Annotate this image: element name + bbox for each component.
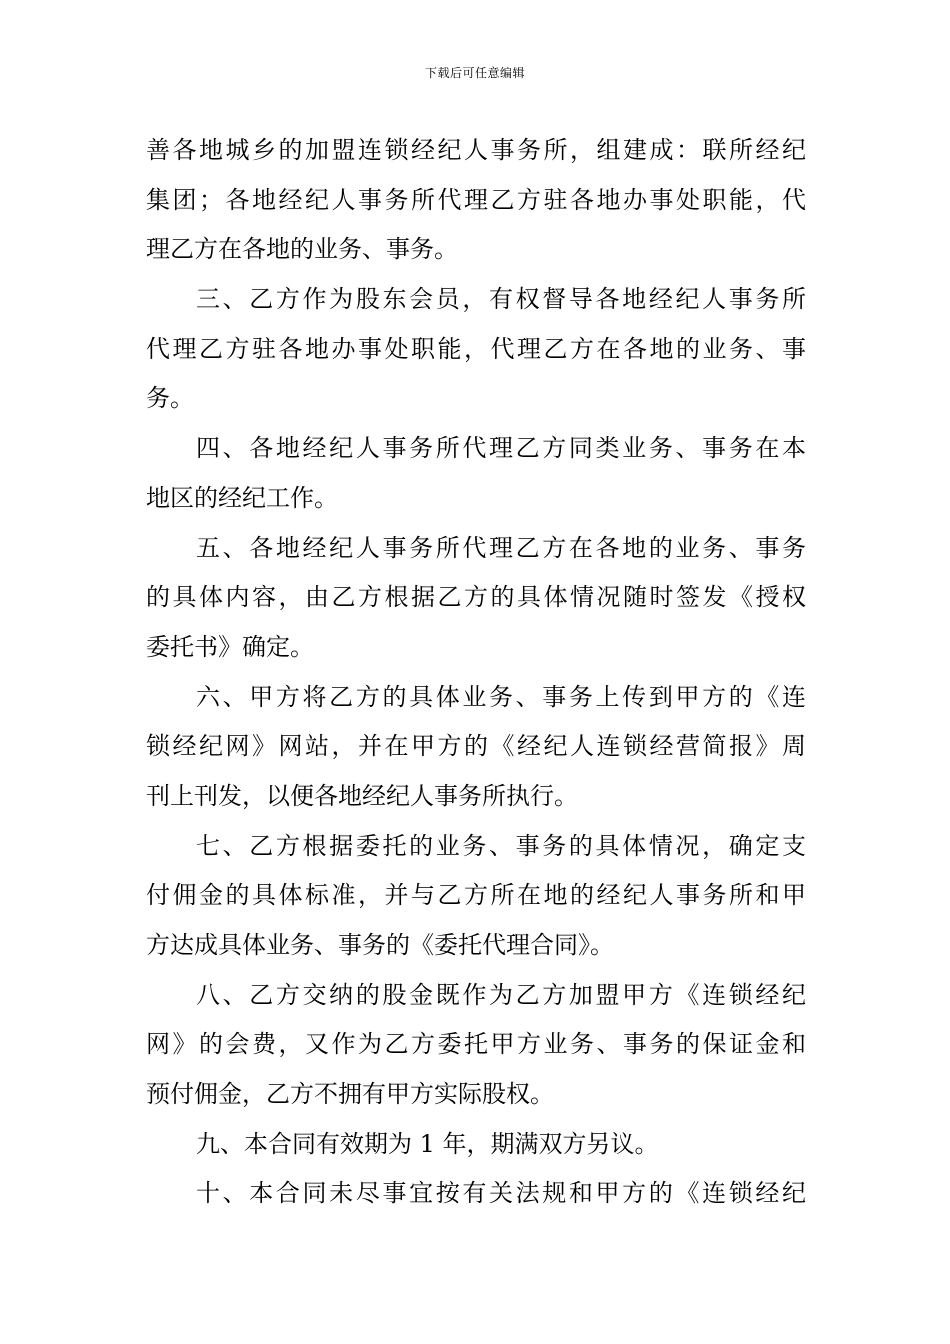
document-line: 集团；各地经纪人事务所代理乙方驻各地办事处职能，代 xyxy=(146,185,806,214)
document-line: 九、本合同有效期为 1 年，期满双方另议。 xyxy=(196,1129,659,1158)
document-body xyxy=(146,126,806,1219)
document-line: 付佣金的具体标准，并与乙方所在地的经纪人事务所和甲 xyxy=(146,881,806,910)
document-line: 委托书》确定。 xyxy=(146,632,314,661)
document-line: 方达成具体业务、事务的《委托代理合同》。 xyxy=(146,931,614,959)
document-line: 八、乙方交纳的股金既作为乙方加盟甲方《连锁经纪 xyxy=(196,980,806,1009)
document-line: 四、各地经纪人事务所代理乙方同类业务、事务在本 xyxy=(196,434,806,463)
document-line: 理乙方在各地的业务、事务。 xyxy=(146,235,458,264)
document-line: 五、各地经纪人事务所代理乙方在各地的业务、事务 xyxy=(196,533,806,562)
document-line: 十、本合同未尽事宜按有关法规和甲方的《连锁经纪 xyxy=(196,1179,806,1208)
document-line: 善各地城乡的加盟连锁经纪人事务所，组建成：联所经纪 xyxy=(146,136,806,164)
document-line: 预付佣金，乙方不拥有甲方实际股权。 xyxy=(146,1080,554,1109)
document-line: 三、乙方作为股东会员，有权督导各地经纪人事务所 xyxy=(196,285,806,314)
document-line: 网》的会费，又作为乙方委托甲方业务、事务的保证金和 xyxy=(146,1030,806,1059)
document-line: 锁经纪网》网站，并在甲方的《经纪人连锁经营简报》周 xyxy=(146,732,806,761)
page-header-note: 下载后可任意编辑 xyxy=(424,66,525,80)
document-line: 刊上刊发，以便各地经纪人事务所执行。 xyxy=(146,781,578,810)
document-line: 七、乙方根据委托的业务、事务的具体情况，确定支 xyxy=(196,831,806,860)
document-line: 务。 xyxy=(146,384,194,413)
document-line: 六、甲方将乙方的具体业务、事务上传到甲方的《连 xyxy=(196,682,806,711)
document-line: 的具体内容，由乙方根据乙方的具体情况随时签发《授权 xyxy=(146,583,806,612)
document-line: 代理乙方驻各地办事处职能，代理乙方在各地的业务、事 xyxy=(146,334,806,363)
document-line: 地区的经纪工作。 xyxy=(146,483,338,512)
